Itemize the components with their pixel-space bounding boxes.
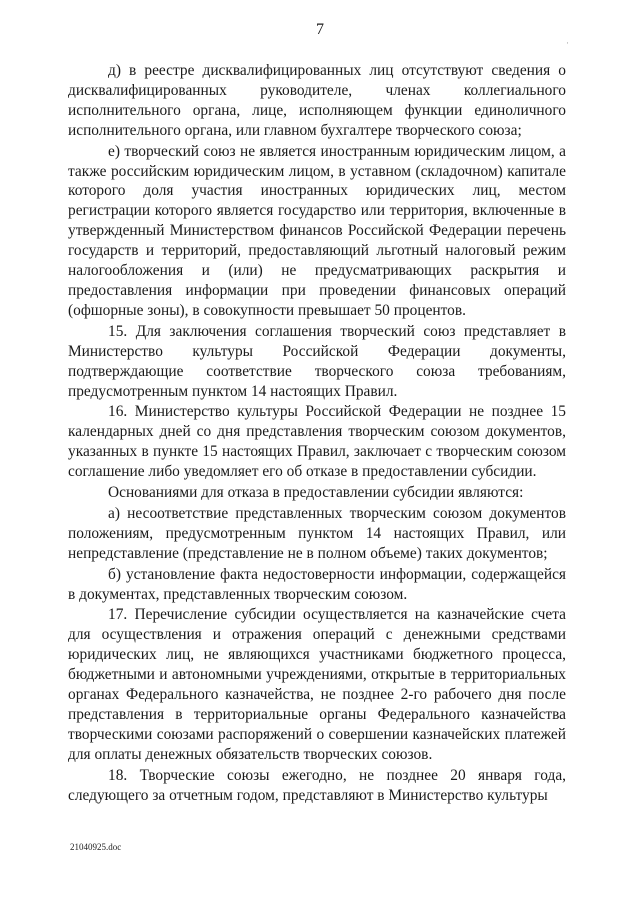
footer-filename: 21040925.doc (70, 842, 122, 852)
paragraph-17: 17. Перечисление субсидии осуществляется на казначейские счета для осуществления и отражения операций с денежными средствами юридических лиц, не являющихся участниками бюджетного процесса, бюджетными и автономными учреждениями, открытые в территориальных органах Федерального казначейства, не позднее 2-го рабочего дня после представления в территориальные органы Федерального казначейства творческими союзами распоряжений о совершении казначейских платежей для оплаты денежных обязательств творческих союзов. (68, 606, 566, 763)
paragraph-d: д) в реестре дисквалифицированных лиц отсутствуют сведения о дисквалифицированных руководителе, членах коллегиального исполнительного органа, лице, исполняющем функции единоличного исполнительного органа, или главном бухгалтере творческого союза; (68, 62, 566, 139)
paragraph-18: 18. Творческие союзы ежегодно, не позднее 20 января года, следующего за отчетным годом, представляют в Министерство культуры (68, 766, 566, 804)
paragraph-16: 16. Министерство культуры Российской Федерации не позднее 15 календарных дней со дня представления творческим союзом документов, указанных в пункте 15 настоящих Правил, заключает с творческим союзом соглашение либо уведомляет его об отказе в предоставлении субсидии. (68, 403, 566, 481)
corner-mark: · (566, 38, 569, 48)
paragraph-15: 15. Для заключения соглашения творческий союз представляет в Министерство культуры Российской Федерации документы, подтверждающие соответствие творческого союза требованиям, предусмотренным пунктом 14 настоящих Правил. (68, 322, 566, 400)
paragraph-b: б) установление факта недостоверности информации, содержащейся в документах, представленных творческим союзом. (68, 565, 566, 603)
paragraph-e: е) творческий союз не является иностранным юридическим лицом, а также российским юридическим лицом, в уставном (складочном) капитале которого доля участия иностранных юридических лиц, местом регистрации которого является государство или территория, включенные в утвержденный Министерством финансов Российской Федерации перечень государств и территорий, предоставляющий льготный налоговый режим налогообложения и (или) не предусматривающих раскрытия и предоставления информации при проведении финансовых операций (офшорные зоны), в совокупности превышает 50 процентов. (68, 142, 566, 319)
document-body (68, 61, 566, 807)
page-number: 7 (316, 21, 324, 38)
paragraph-refusal-grounds: Основаниями для отказа в предоставлении субсидии являются: (108, 484, 524, 502)
paragraph-a: а) несоответствие представленных творческим союзом документов положениям, предусмотренным пунктом 14 настоящих Правил, или непредставление (представление не в полном объеме) таких документов; (68, 504, 566, 562)
